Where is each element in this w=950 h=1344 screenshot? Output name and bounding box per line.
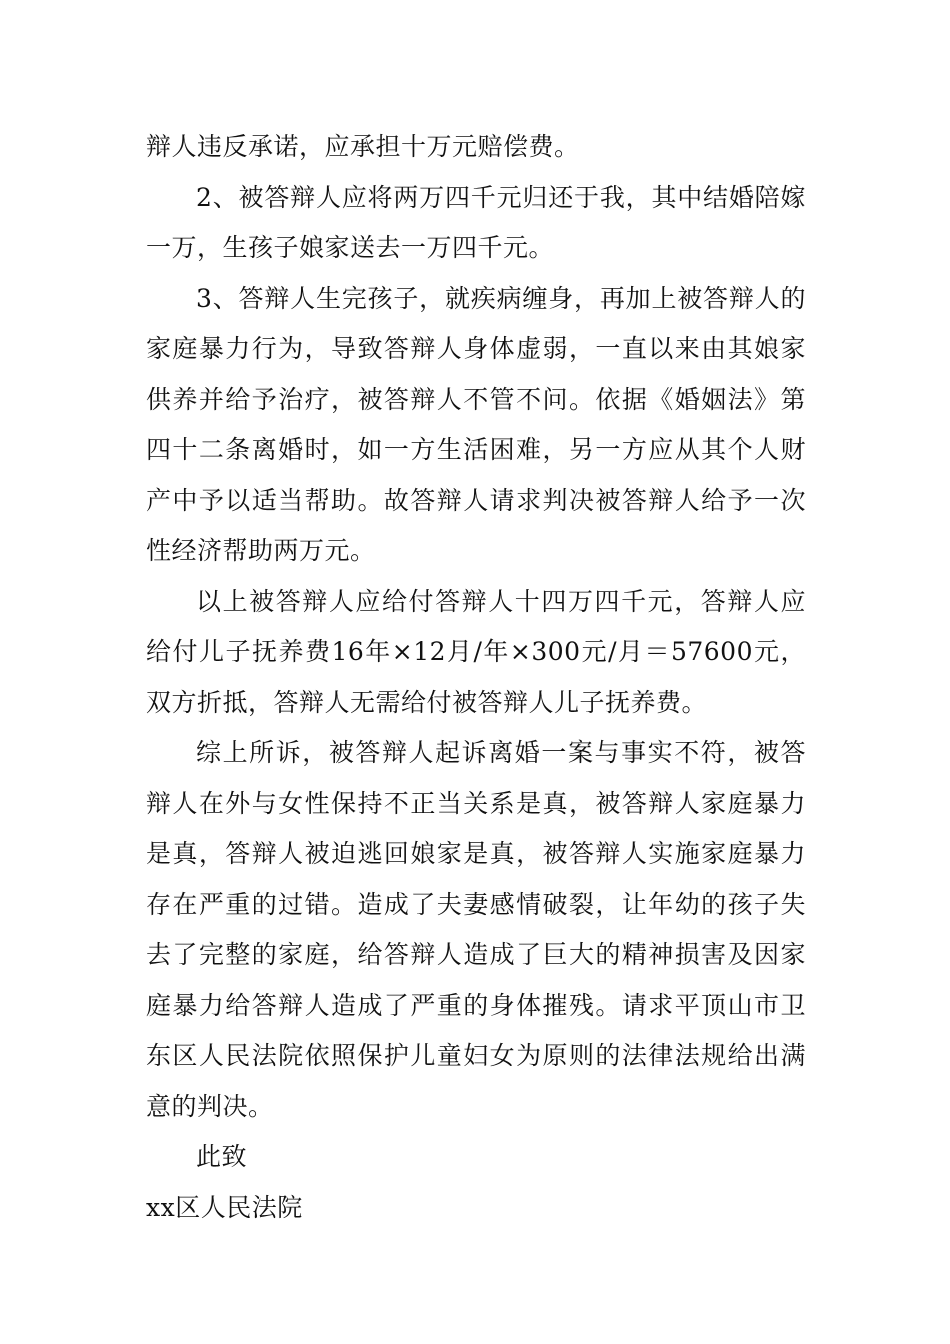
salutation: 此致 xyxy=(196,1142,248,1171)
paragraph-conclusion: 综上所诉，被答辩人起诉离婚一案与事实不符，被答辩人在外与女性保持不正当关系是真，被答辩人家庭暴力是真，答辩人被迫逃回娘家是真，被答辩人实施家庭暴力存在严重的过错。造成了夫妻感情破裂，让年幼的孩子失去了完整的家庭，给答辩人造成了巨大的精神损害及因家庭暴力给答辩人造成了严重的身体摧残。请求平顶山市卫东区人民法院依照保护儿童妇女为原则的法律法规给出满意的判决。 xyxy=(146,738,806,1121)
paragraph-compensation-tail: 辩人违反承诺，应承担十万元赔偿费。 xyxy=(146,132,580,161)
paragraph-item-3: 3、答辩人生完孩子，就疾病缠身，再加上被答辩人的家庭暴力行为，导致答辩人身体虚弱，一直以来由其娘家供养并给予治疗，被答辩人不管不问。依据《婚姻法》第四十二条离婚时，如一方生活困难，另一方应从其个人财产中予以适当帮助。故答辩人请求判决被答辩人给予一次性经济帮助两万元。 xyxy=(146,283,806,565)
document-page xyxy=(146,122,806,1233)
paragraph-offset-summary: 以上被答辩人应给付答辩人十四万四千元，答辩人应给付儿子抚养费16年×12月/年×300元/月＝57600元，双方折抵，答辩人无需给付被答辩人儿子抚养费。 xyxy=(146,586,806,717)
paragraph-item-2: 2、被答辩人应将两万四千元归还于我，其中结婚陪嫁一万，生孩子娘家送去一万四千元。 xyxy=(146,182,806,262)
recipient-court: xx区人民法院 xyxy=(146,1192,303,1222)
